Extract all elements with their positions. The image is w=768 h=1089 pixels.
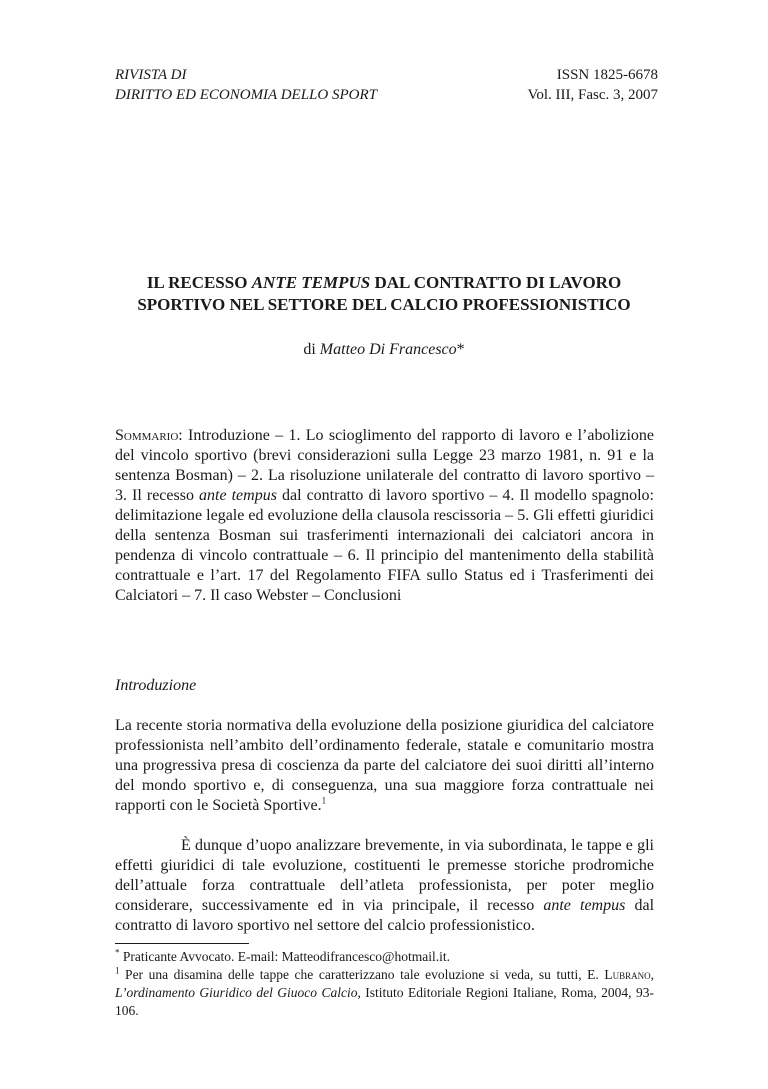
summary-text1: : Introduzione – 1. Lo scioglimento del rapporto di lavoro e l’abolizione del vincolo sportivo (brevi considerazioni sulla Legge 23 marzo 1981, n. 91 e la sentenza Bosman) – 2. La risoluzione unilaterale del contratto di lavoro sportivo – 3. Il recesso: [115, 427, 654, 504]
footnote-1-italic: L’ordinamento Giuridico del Giuoco Calcio: [115, 985, 358, 1000]
summary-label: Sommario: [115, 427, 179, 444]
volume-info: Vol. III, Fasc. 3, 2007: [527, 87, 658, 103]
paragraph-2-italic: ante tempus: [543, 897, 626, 914]
paragraph-2-text2: dal contratto di lavoro sportivo nel settore del calcio professionistico.: [115, 897, 655, 934]
footnote-1: [115, 966, 654, 1020]
footnote-ref-1[interactable]: 1: [321, 795, 327, 806]
footnote-1-mark: 1: [115, 965, 120, 976]
author-line: [100, 340, 668, 360]
footnote-star: [115, 948, 654, 966]
summary-italic: ante tempus: [199, 487, 277, 504]
footnote-1-text2: ,: [650, 967, 654, 982]
journal-title-line1: RIVISTA DI: [115, 67, 187, 83]
article-title: [100, 272, 668, 316]
title-line2: SPORTIVO NEL SETTORE DEL CALCIO PROFESSIONISTICO: [137, 295, 631, 314]
footnote-1-author: Lubrano: [604, 967, 651, 982]
author-name: Matteo Di Francesco: [319, 341, 457, 358]
paragraph-1-text: La recente storia normativa della evoluzione della posizione giuridica del calciatore professionista nell’ambito dell’ordinamento federale, statale e comunitario mostra una progressiva presa di coscienza da parte del calciatore dei suoi diritti all’interno del mondo sportivo e, di conseguenza, una sua maggiore forza contrattuale nei rapporti con le Società Sportive.: [115, 717, 654, 814]
footnote-1-text3: , Istituto Editoriale Regioni Italiane, Roma, 2004, 93-106.: [115, 985, 654, 1018]
title-part1: IL RECESSO: [146, 273, 252, 292]
title-part2: DAL CONTRATTO DI LAVORO: [370, 273, 622, 292]
footnote-1-text1: Per una disamina delle tappe che caratterizzano tale evoluzione si veda, su tutti, E.: [119, 967, 605, 982]
paragraph-1: [115, 716, 654, 816]
footnote-divider: [115, 943, 249, 944]
footnote-star-text: Praticante Avvocato. E-mail: Matteodifrancesco@hotmail.it.: [119, 949, 450, 964]
footnote-star-mark: *: [115, 947, 120, 958]
issue-info: [527, 65, 658, 105]
paragraph-2: [115, 836, 654, 936]
journal-title-line2: DIRITTO ED ECONOMIA DELLO SPORT: [115, 87, 377, 103]
summary: [115, 426, 654, 606]
paragraph-2-text1: È dunque d’uopo analizzare brevemente, in via subordinata, le tappe e gli effetti giuridici di tale evoluzione, costituenti le premesse storiche prodromiche dell’attuale forza contrattuale dell’atleta professionista, per poter meglio considerare, successivamente ed in via principale, il recesso: [115, 837, 654, 914]
author-prefix: di: [303, 341, 320, 358]
summary-text2: dal contratto di lavoro sportivo – 4. Il modello spagnolo: delimitazione legale ed evoluzione della clausola rescissoria – 5. Gli effetti giuridici della sentenza Bosman sui trasferimenti internazionali dei calciatori ancora in pendenza di vincolo contrattuale – 6. Il principio del mantenimento della stabilità contrattuale e l’art. 17 del Regolamento FIFA sullo Status ed i Trasferimenti dei Calciatori – 7. Il caso Webster – Conclusioni: [115, 487, 654, 604]
issn: ISSN 1825-6678: [556, 67, 658, 83]
section-heading: Introduzione: [115, 677, 197, 694]
title-italic: ANTE TEMPUS: [251, 273, 371, 292]
footnotes: [115, 948, 654, 1020]
author-footnote-mark: *: [456, 341, 465, 358]
journal-header: [115, 65, 377, 105]
